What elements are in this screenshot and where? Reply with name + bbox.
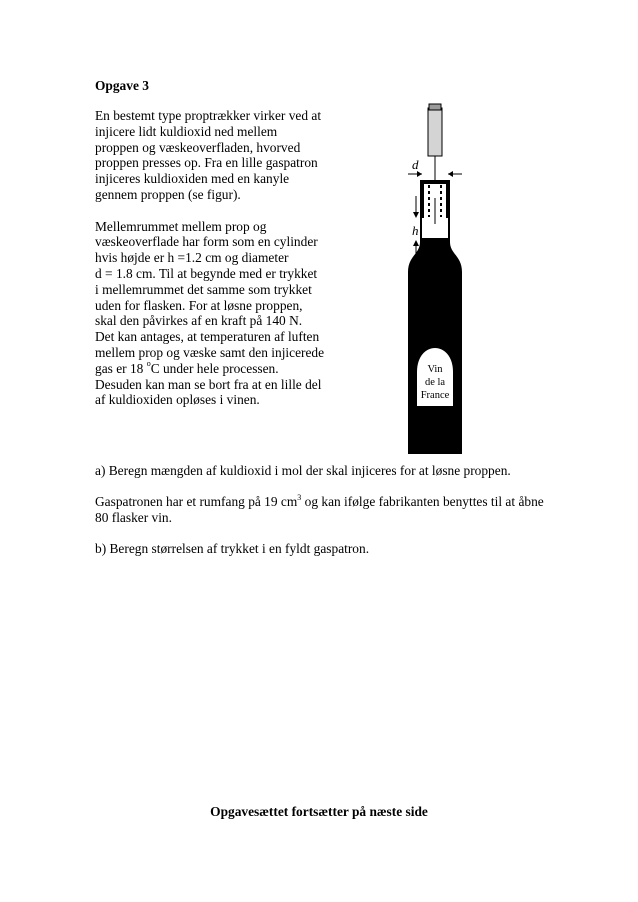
gas-line-2: 80 flasker vin.: [95, 509, 172, 525]
d-arrowhead-right: [448, 171, 453, 177]
text-line: Mellemrummet mellem prop og: [95, 218, 267, 234]
text-fragment: og kan ifølge fabrikanten benyttes til at åbne: [301, 494, 544, 509]
intro-paragraph-2: [95, 219, 335, 409]
needle-cap: [429, 104, 441, 110]
gas-cartridge-text: [95, 494, 544, 526]
needle-body: [428, 108, 442, 156]
text-fragment: Gaspatronen har et rumfang på 19 cm: [95, 494, 298, 509]
gas-line-1: [95, 494, 544, 510]
question-b: b) Beregn størrelsen af trykket i en fyldt gaspatron.: [95, 541, 370, 556]
text-line: Desuden kan man se bort fra at en lille del: [95, 376, 322, 392]
bottle-label-line: France: [420, 390, 450, 401]
degree-superscript: o: [146, 359, 151, 369]
text-line: gennem proppen (se figur).: [95, 186, 241, 202]
text-line: af kuldioxiden opløses i vinen.: [95, 392, 260, 408]
text-line: væskeoverflade har form som en cylinder: [95, 234, 318, 250]
text-line: Det kan antages, at temperaturen af luften: [95, 329, 320, 345]
bottle-figure: [396, 100, 476, 460]
text-line: injicere lidt kuldioxid ned mellem: [95, 123, 278, 139]
text-line: En bestemt type proptrækker virker ved at: [95, 108, 322, 123]
d-label: d: [412, 157, 419, 172]
intro-text: [95, 108, 335, 408]
text-fragment: C under hele processen.: [150, 360, 279, 376]
text-line: uden for flasken. For at løsne proppen,: [95, 297, 303, 313]
bottle-label-line: de la: [424, 377, 446, 388]
text-line: proppen presses op. Fra en lille gaspatron: [95, 155, 318, 171]
text-line: mellem prop og væske samt den injicerede: [95, 344, 325, 360]
text-line: injiceres kuldioxiden med en kanyle: [95, 171, 290, 187]
bottle-label-line: Vin: [427, 364, 443, 375]
h-arrowhead-down: [413, 212, 419, 218]
volume-superscript: 3: [297, 492, 302, 502]
question-a: a) Beregn mængden af kuldioxid i mol der skal injiceres for at løsne proppen.: [95, 463, 511, 478]
text-line: i mellemrummet det samme som trykket: [95, 281, 312, 297]
temperature-line: [95, 361, 335, 377]
h-arrowhead-up: [413, 240, 419, 246]
h-label: h: [412, 223, 419, 238]
task-heading: Opgave 3: [95, 78, 149, 93]
text-line: proppen og væskeoverfladen, hvorved: [95, 139, 301, 155]
intro-paragraph-1: [95, 108, 335, 203]
text-fragment: gas er 18: [95, 360, 147, 376]
text-line: hvis højde er h =1.2 cm og diameter: [95, 250, 289, 266]
text-line: skal den påvirkes af en kraft på 140 N.: [95, 313, 303, 329]
text-line: d = 1.8 cm. Til at begynde med er trykket: [95, 265, 318, 281]
page-footer: Opgavesættet fortsætter på næste side: [210, 804, 428, 819]
